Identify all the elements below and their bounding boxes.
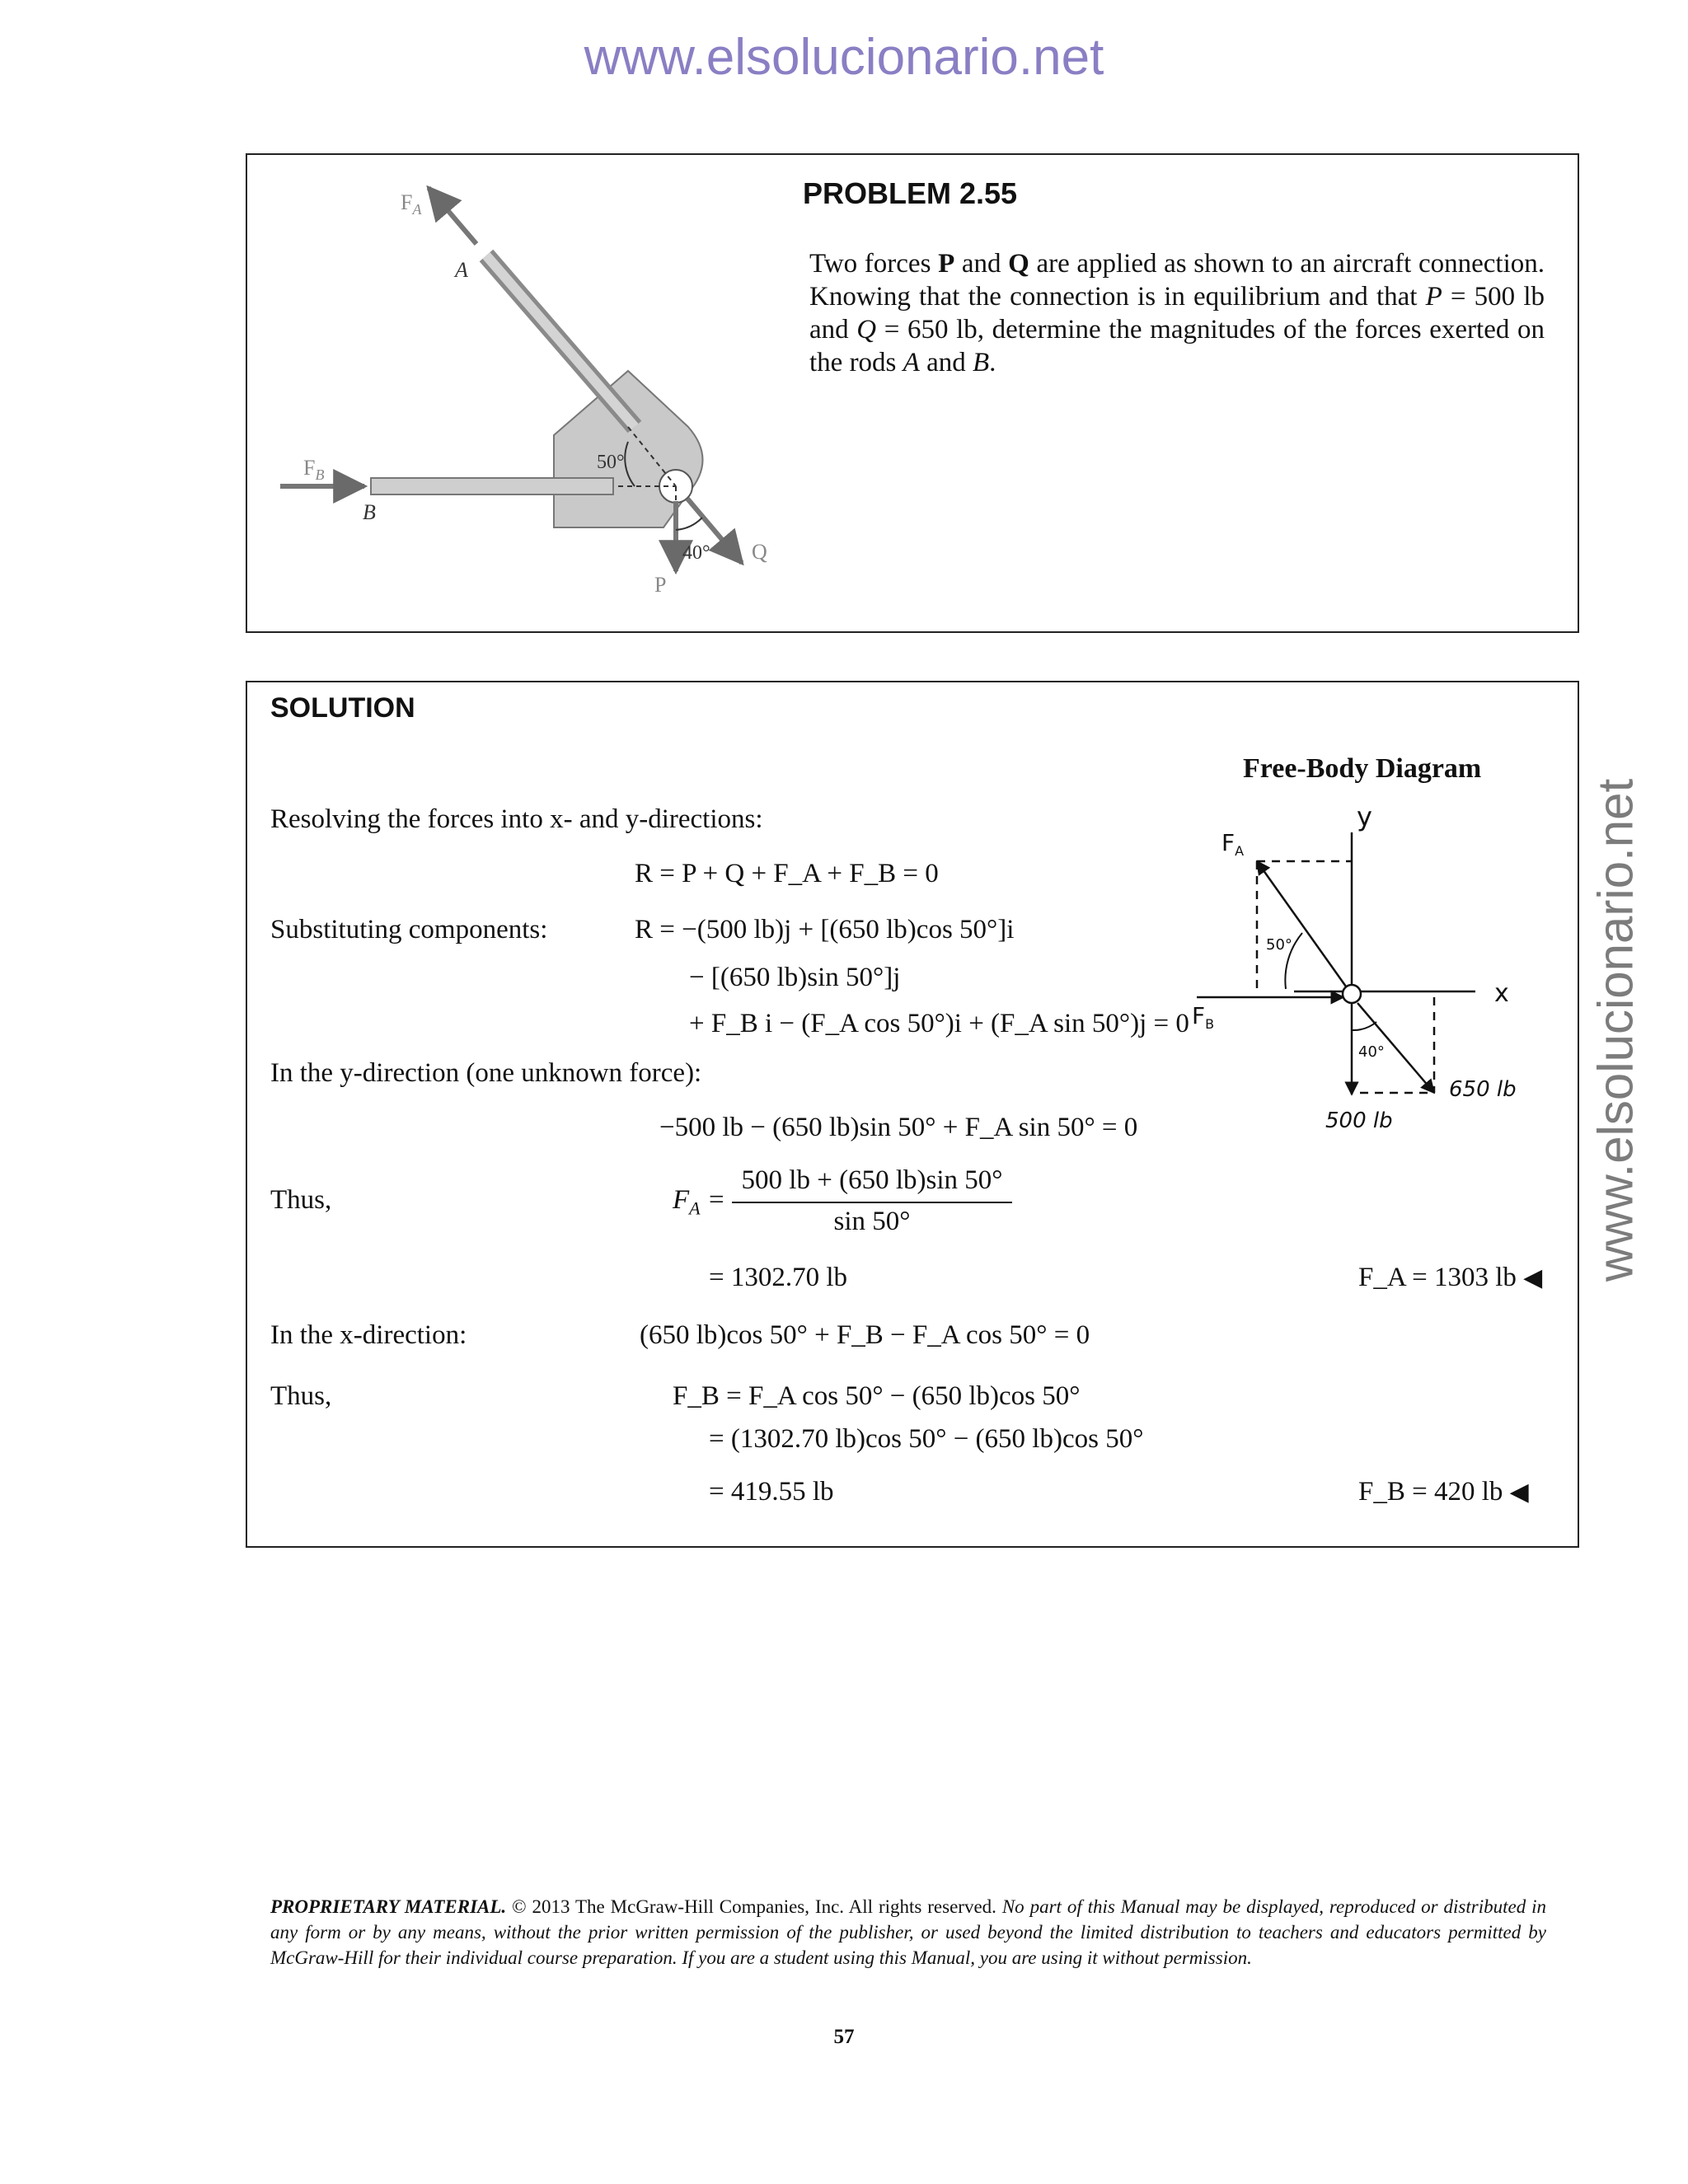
eq-fa-numerator: 500 lb + (650 lb)sin 50°	[741, 1165, 1003, 1195]
line-resolve: Resolving the forces into x- and y-directions:	[270, 804, 763, 834]
solution-heading: SOLUTION	[270, 692, 415, 724]
fig-fb-label: $F_B$	[303, 456, 325, 483]
line-xdir-label: In the x-direction:	[270, 1320, 467, 1350]
eq-subst-3: + F_B i − (F_A cos 50°)i + (F_A sin 50°)j = 0	[689, 1009, 1189, 1038]
fbd-500-label: 500 lb	[1325, 1108, 1393, 1133]
fbd-fa-label: $F_A$	[1221, 829, 1245, 859]
eq-fa-denominator: sin 50°	[833, 1207, 911, 1236]
fig-angle-50: 50°	[597, 452, 625, 473]
fbd-angle-40: 40°	[1358, 1043, 1385, 1061]
fbd-650-label: 650 lb	[1449, 1077, 1517, 1102]
statement-run: Two forces	[809, 249, 939, 279]
eq-subst-1: R = −(500 lb)j + [(650 lb)cos 50°]i	[635, 915, 1015, 944]
statement-run: Q	[1008, 249, 1029, 279]
line-thus-1: Thus,	[270, 1185, 332, 1215]
eq-subst-2: − [(650 lb)sin 50°]j	[689, 963, 901, 992]
line-thus-2: Thus,	[270, 1381, 332, 1411]
footer-notice: PROPRIETARY MATERIAL. © 2013 The McGraw-Hill Companies, Inc. All rights reserved. No part of this Manual may be displayed, reproduced or distributed in any form or by any means, without the prior written permission of the publisher, or used beyond the limited distribution to teachers and educators permitted by McGraw-Hill for their individual course preparation. If you are a student using this Manual, you are using it without permission.	[270, 1896, 1546, 1968]
rod-b	[371, 478, 613, 494]
statement-run: P	[1425, 282, 1442, 312]
fig-angle-40: 40°	[682, 542, 710, 564]
eq-y: −500 lb − (650 lb)sin 50° + F_A sin 50° = 0	[659, 1113, 1138, 1142]
fbd-title: Free-Body Diagram	[1243, 753, 1482, 784]
fig-fa-label: $F_A$	[401, 190, 422, 218]
fig-rod-b-label: B	[363, 500, 376, 524]
problem-figure	[247, 155, 808, 631]
fa-arrow	[429, 188, 476, 244]
eq-sum: R = P + Q + F_A + F_B = 0	[635, 859, 939, 888]
eq-fb-3: = 419.55 lb	[709, 1477, 834, 1507]
eq-fa-value: = 1302.70 lb	[709, 1263, 848, 1292]
fig-p-label: P	[654, 573, 667, 597]
eq-fb-2: = (1302.70 lb)cos 50° − (650 lb)cos 50°	[709, 1424, 1144, 1454]
statement-run: and	[954, 249, 1009, 279]
statement-run: A	[903, 348, 920, 377]
problem-title: PROBLEM 2.55	[803, 176, 1018, 210]
statement-run: Q	[856, 315, 877, 344]
statement-run: = 650 lb, determine the magnitudes of the forces exerted on the rods	[809, 315, 1545, 377]
statement-run: and	[919, 348, 973, 377]
answer-fa: F_A = 1303 lb ◀	[1358, 1263, 1543, 1292]
statement-run: .	[989, 348, 996, 377]
fig-rod-a-label: A	[455, 258, 468, 282]
answer-fb: F_B = 420 lb ◀	[1358, 1477, 1529, 1507]
statement-run: B	[972, 348, 990, 377]
eq-fb-1: F_B = F_A cos 50° − (650 lb)cos 50°	[673, 1381, 1081, 1411]
fig-q-label: Q	[752, 540, 767, 564]
fbd-y-label: y	[1357, 801, 1372, 832]
fbd-angle-50: 50°	[1266, 936, 1292, 954]
statement-run: P	[938, 249, 955, 279]
statement-run: = 500 lb and	[809, 282, 1545, 344]
page-number: 57	[833, 2026, 855, 2048]
eq-x: (650 lb)cos 50° + F_B − F_A cos 50° = 0	[640, 1320, 1090, 1350]
problem-statement	[809, 247, 1545, 379]
gusset-plate	[554, 371, 703, 527]
eq-fa-lhs: $F_A$ =	[673, 1185, 726, 1219]
statement-run: are applied as shown to an aircraft connection. Knowing that the connection is in equilibrium and that	[809, 249, 1545, 312]
watermark-top: www.elsolucionario.net	[584, 29, 1104, 86]
line-ydir-label: In the y-direction (one unknown force):	[270, 1058, 702, 1088]
fraction-bar	[732, 1202, 1012, 1203]
fbd-x-label: x	[1494, 979, 1509, 1008]
fbd-fb-label: $F_B$	[1192, 1002, 1215, 1032]
free-body-diagram	[1179, 799, 1541, 1146]
line-subst-label: Substituting components:	[270, 915, 548, 944]
